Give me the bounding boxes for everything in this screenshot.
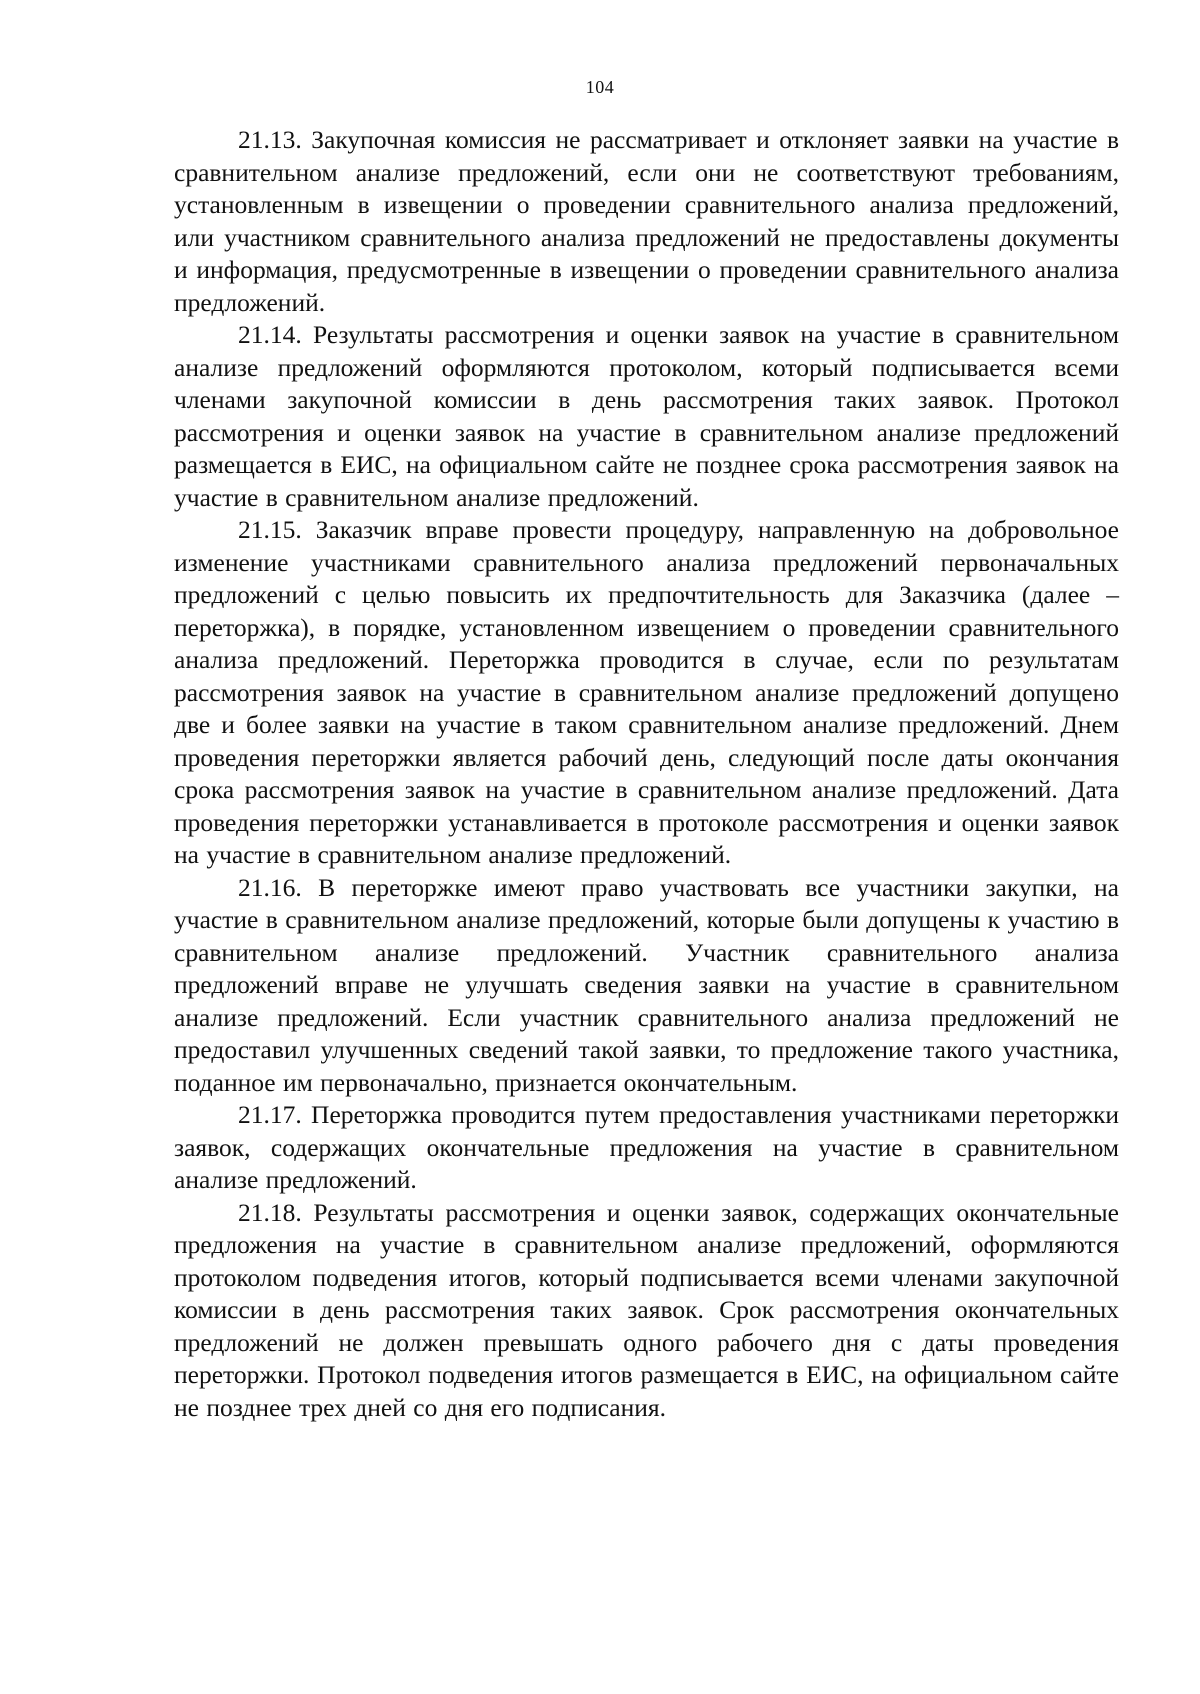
paragraph-21-17: 21.17. Переторжка проводится путем предоставления участниками переторжки заявок, содержащих окончательные предложения на участие в сравнительном анализе предложений. bbox=[174, 1100, 1119, 1194]
paragraph-21-16: 21.16. В переторжке имеют право участвовать все участники закупки, на участие в сравнительном анализе предложений, которые были допущены к участию в сравнительном анализе предложений. Участник сравнительного анализа предложений вправе не улучшать сведения заявки на участие в сравнительном анализе предложений. Если участник сравнительного анализа предложений не предоставил улучшенных сведений такой заявки, то предложение такого участника, поданное им первоначально, признается окончательным. bbox=[174, 872, 1119, 1097]
paragraph-21-13: 21.13. Закупочная комиссия не рассматривает и отклоняет заявки на участие в сравнительном анализе предложений, если они не соответствуют требованиям, установленным в извещении о проведении сравнительного анализа предложений, или участником сравнительного анализа предложений не предоставлены документы и информация, предусмотренные в извещении о проведении сравнительного анализа предложений. bbox=[174, 125, 1119, 317]
paragraph-21-18: 21.18. Результаты рассмотрения и оценки заявок, содержащих окончательные предложения на участие в сравнительном анализе предложений, оформляются протоколом подведения итогов, который подписывается всеми членами закупочной комиссии в день рассмотрения таких заявок. Срок рассмотрения окончательных предложений не должен превышать одного рабочего дня с даты проведения переторжки. Протокол подведения итогов размещается в ЕИС, на официальном сайте не позднее трех дней со дня его подписания. bbox=[174, 1197, 1119, 1422]
paragraph-21-14: 21.14. Результаты рассмотрения и оценки заявок на участие в сравнительном анализе предложений оформляются протоколом, который подписывается всеми членами закупочной комиссии в день рассмотрения таких заявок. Протокол рассмотрения и оценки заявок на участие в сравнительном анализе предложений размещается в ЕИС, на официальном сайте не позднее срока рассмотрения заявок на участие в сравнительном анализе предложений. bbox=[174, 320, 1119, 512]
paragraph-21-15: 21.15. Заказчик вправе провести процедуру, направленную на добровольное изменение участниками сравнительного анализа предложений первоначальных предложений с целью повысить их предпочтительность для Заказчика (далее – переторжка), в порядке, установленном извещением о проведении сравнительного анализа предложений. Переторжка проводится в случае, если по результатам рассмотрения заявок на участие в сравнительном анализе предложений допущено две и более заявки на участие в таком сравнительном анализе предложений. Днем проведения переторжки является рабочий день, следующий после даты окончания срока рассмотрения заявок на участие в сравнительном анализе предложений. Дата проведения переторжки устанавливается в протоколе рассмотрения и оценки заявок на участие в сравнительном анализе предложений. bbox=[174, 515, 1119, 869]
document-body bbox=[174, 124, 1119, 1424]
page-number: 104 bbox=[585, 77, 615, 97]
